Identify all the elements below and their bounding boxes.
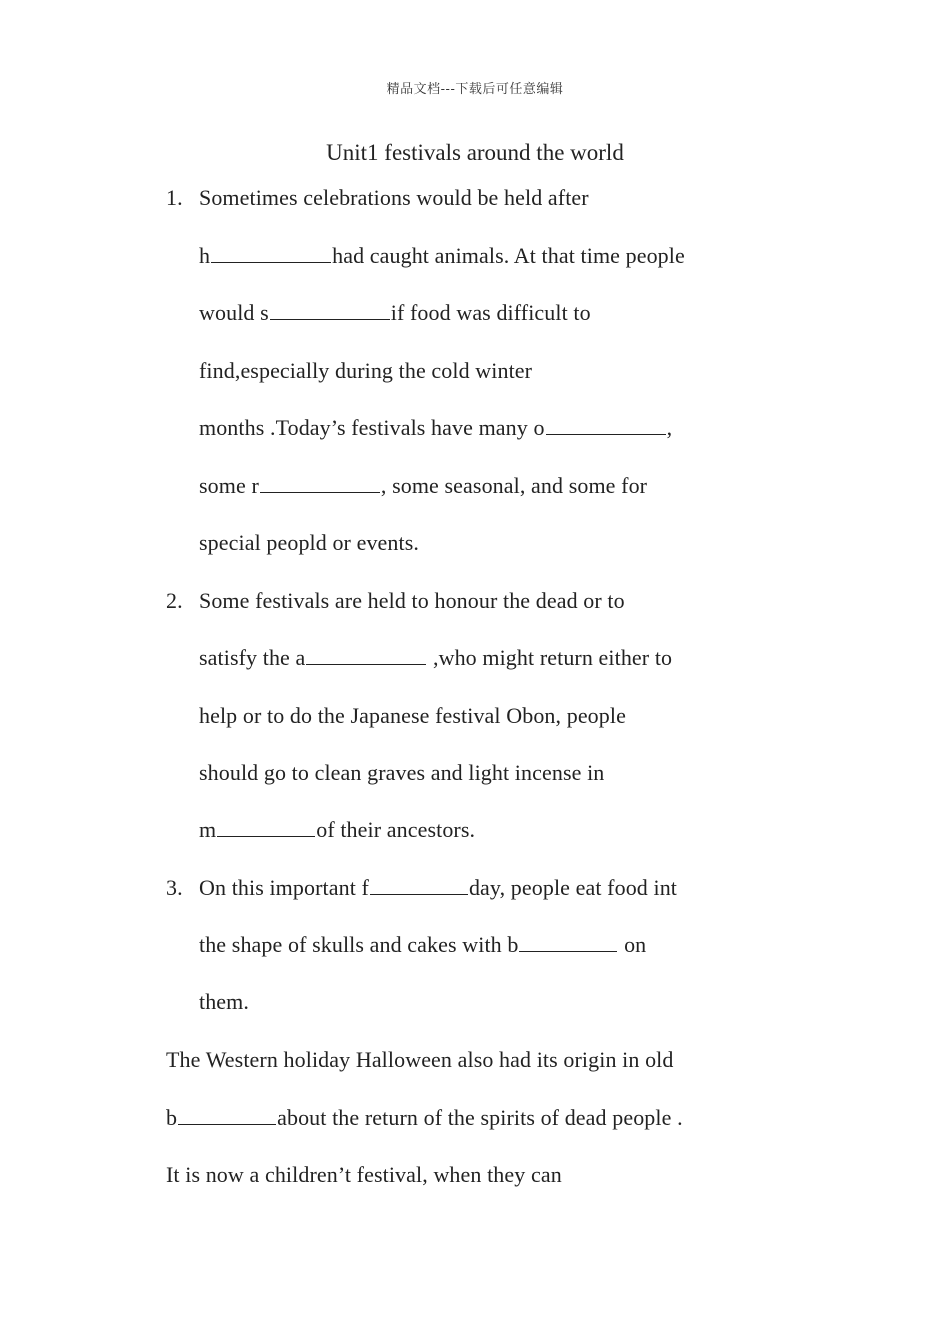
answer-blank[interactable] xyxy=(260,472,380,493)
answer-blank[interactable] xyxy=(519,931,617,952)
paragraph-line: b about the return of the spirits of dead people . xyxy=(166,1105,683,1130)
answer-blank[interactable] xyxy=(546,414,666,435)
item-line: should go to clean graves and light incense in xyxy=(199,760,605,785)
item-line: Sometimes celebrations would be held after xyxy=(199,185,589,210)
item-line: On this important f day, people eat food int xyxy=(199,875,678,900)
item-line: satisfy the a ,who might return either to xyxy=(199,645,673,670)
answer-blank[interactable] xyxy=(211,242,331,263)
answer-blank[interactable] xyxy=(370,874,468,895)
item-number: 3. xyxy=(166,875,183,900)
answer-blank[interactable] xyxy=(178,1104,276,1125)
item-line: them. xyxy=(199,989,249,1014)
item-line: find,especially during the cold winter xyxy=(199,358,533,383)
paragraph-line: It is now a children’t festival, when they can xyxy=(166,1162,562,1187)
worksheet-title: Unit1 festivals around the world xyxy=(326,140,624,165)
answer-blank[interactable] xyxy=(217,816,315,837)
item-line: m of their ancestors. xyxy=(199,817,476,842)
paragraph-line: The Western holiday Halloween also had its origin in old xyxy=(166,1047,674,1072)
item-line: help or to do the Japanese festival Obon, people xyxy=(199,703,626,728)
item-line: special peopld or events. xyxy=(199,530,419,555)
answer-blank[interactable] xyxy=(306,644,426,665)
item-line: Some festivals are held to honour the dead or to xyxy=(199,588,625,613)
item-number: 1. xyxy=(166,185,183,210)
item-line: h had caught animals. At that time people xyxy=(199,243,685,268)
item-line: some r , some seasonal, and some for xyxy=(199,473,648,498)
answer-blank[interactable] xyxy=(270,299,390,320)
item-line: months .Today’s festivals have many o , xyxy=(199,415,673,440)
page-header: 精品文档---下载后可任意编辑 xyxy=(386,82,564,97)
item-line: would s if food was difficult to xyxy=(199,300,591,325)
item-number: 2. xyxy=(166,588,183,613)
item-line: the shape of skulls and cakes with b on xyxy=(199,932,647,957)
